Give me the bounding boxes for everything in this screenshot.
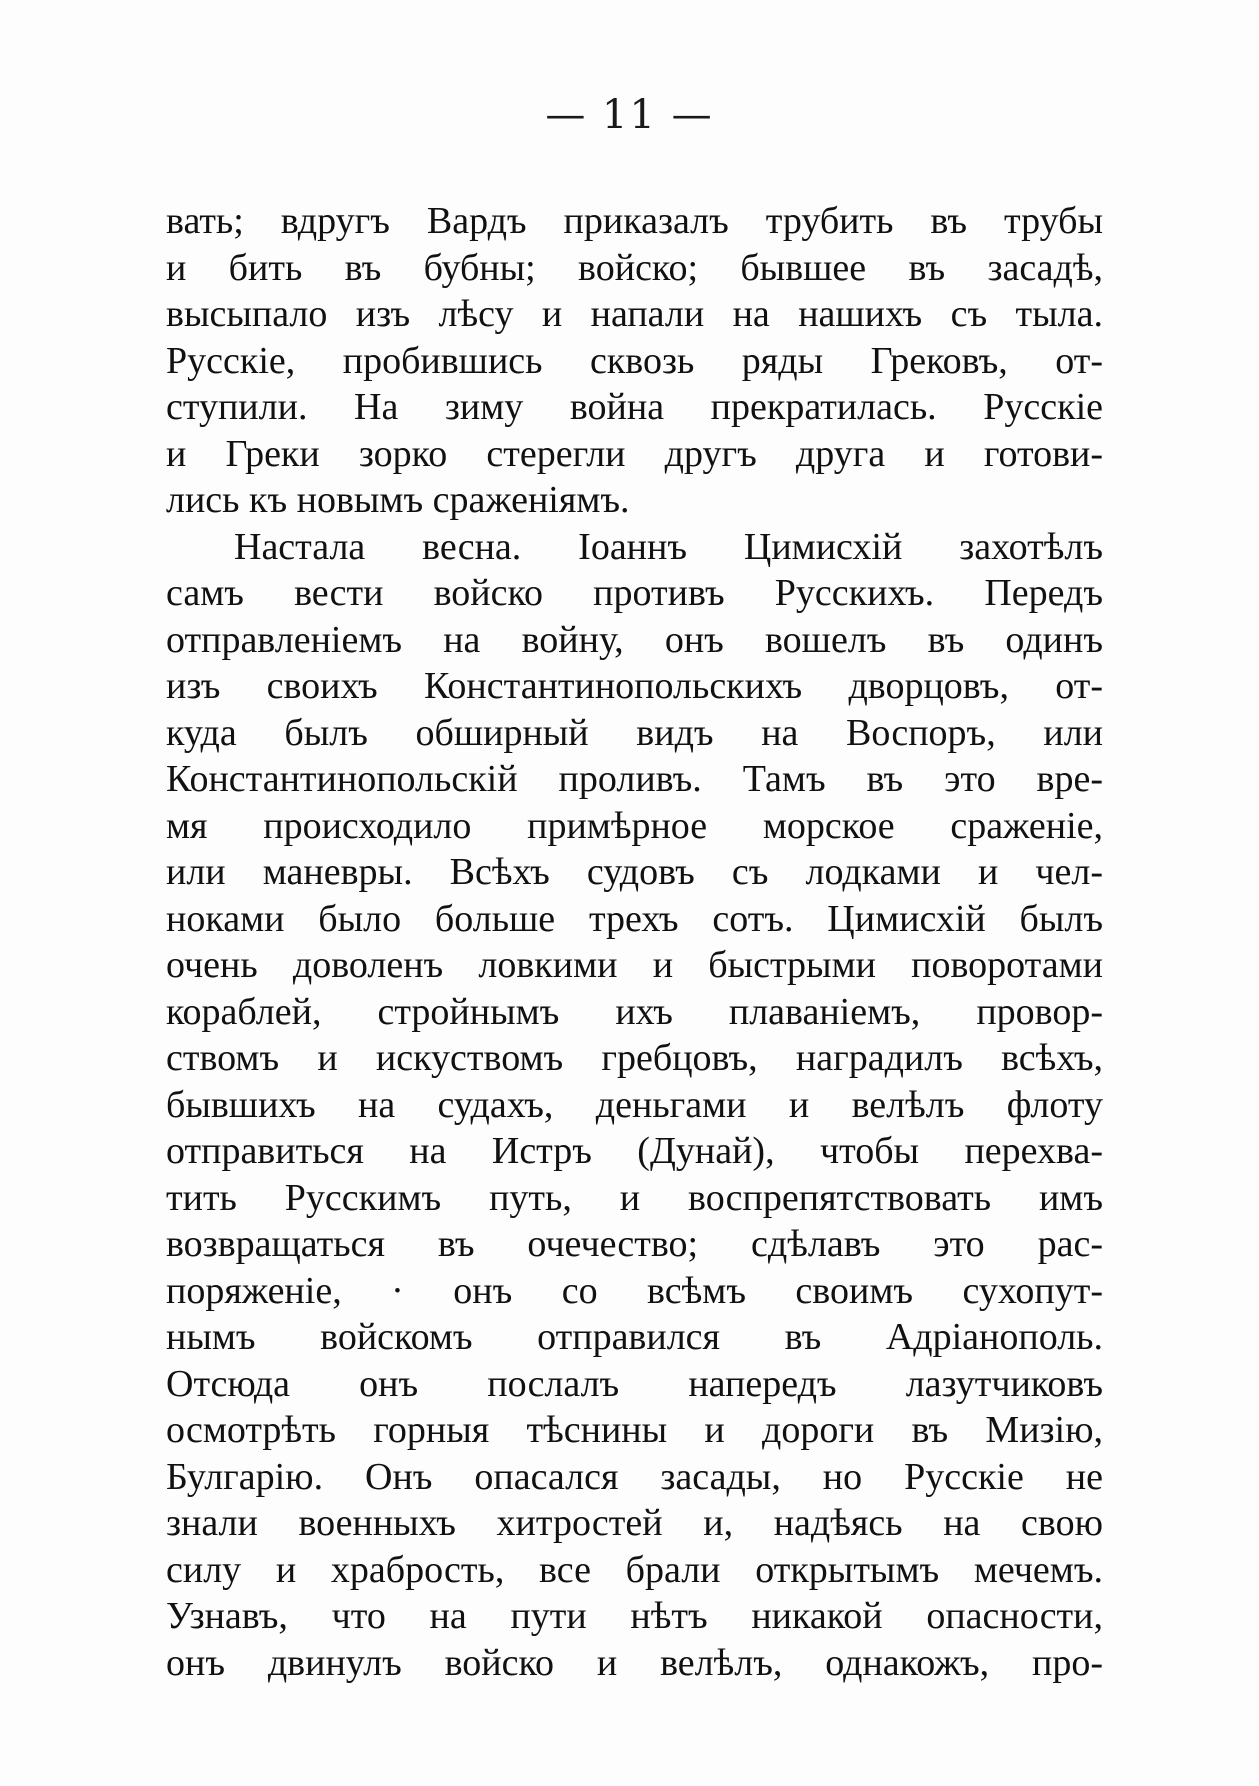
text-line: нымъ войскомъ отправился въ Адріанополь.: [166, 1316, 1103, 1358]
text-line: Отсюда онъ послалъ напередъ лазутчиковъ: [166, 1362, 1103, 1405]
text-line: очень доволенъ ловкими и быстрыми поворотами: [166, 944, 1103, 986]
text-line: силу и храбрость, все брали открытымъ мечемъ.: [166, 1548, 1103, 1591]
text-line: ноками было больше трехъ сотъ. Цимисхій былъ: [166, 897, 1103, 940]
text-line: отправиться на Истръ (Дунай), чтобы перехва-: [166, 1130, 1103, 1172]
text-line: тить Русскимъ путь, и воспрепятствовать имъ: [166, 1176, 1103, 1219]
text-line: Константинопольскій проливъ. Тамъ въ это вре-: [166, 758, 1103, 800]
text-line: Булгарію. Онъ опасался засады, но Русскіе не: [166, 1455, 1103, 1498]
text-line: бывшихъ на судахъ, деньгами и велѣлъ флоту: [166, 1083, 1103, 1126]
body-text: [166, 198, 1103, 1686]
text-line: кораблей, стройнымъ ихъ плаваніемъ, провор-: [166, 990, 1103, 1033]
text-line: изъ своихъ Константинопольскихъ дворцовъ, от-: [166, 665, 1103, 707]
text-line: ступили. На зиму война прекратилась. Русскіе: [166, 386, 1103, 428]
text-line: знали военныхъ хитростей и, надѣясь на свою: [166, 1502, 1103, 1544]
text-line: Русскіе, пробившись сквозь ряды Грековъ, от-: [166, 339, 1103, 382]
text-line: возвращаться въ очечество; сдѣлавъ это рас-: [166, 1223, 1103, 1265]
text-line: или маневры. Всѣхъ судовъ съ лодками и чел-: [166, 851, 1103, 893]
text-line: Настала весна. Іоаннъ Цимисхій захотѣлъ: [234, 525, 1103, 568]
text-line: и Греки зорко стерегли другъ друга и готови-: [166, 432, 1103, 475]
paragraph: [166, 198, 1103, 524]
text-line: лись къ новымъ сраженіямъ.: [166, 479, 630, 521]
text-line: осмотрѣть горныя тѣснины и дороги въ Мизію,: [166, 1409, 1103, 1451]
text-line: онъ двинулъ войско и велѣлъ, однакожъ, про-: [166, 1641, 1103, 1684]
text-line: куда былъ обширный видъ на Воспоръ, или: [166, 711, 1103, 754]
text-line: Узнавъ, что на пути нѣтъ никакой опасности,: [166, 1595, 1103, 1637]
text-line: поряженіе, · онъ со всѣмъ своимъ сухопут-: [166, 1269, 1103, 1312]
text-line: мя происходило примѣрное морское сраженіе,: [166, 804, 1103, 847]
paragraph: [166, 524, 1103, 1687]
page-number: — 11 —: [545, 92, 714, 138]
text-line: отправленіемъ на войну, онъ вошелъ въ одинъ: [166, 618, 1103, 661]
text-line: вать; вдругъ Вардъ приказалъ трубить въ трубы: [166, 200, 1103, 242]
text-line: высыпало изъ лѣсу и напали на нашихъ съ тыла.: [166, 293, 1103, 335]
text-line: и бить въ бубны; войско; бывшее въ засадѣ,: [166, 246, 1103, 289]
text-line: ствомъ и искуствомъ гребцовъ, наградилъ всѣхъ,: [166, 1037, 1103, 1079]
text-line: самъ вести войско противъ Русскихъ. Передъ: [166, 572, 1103, 614]
